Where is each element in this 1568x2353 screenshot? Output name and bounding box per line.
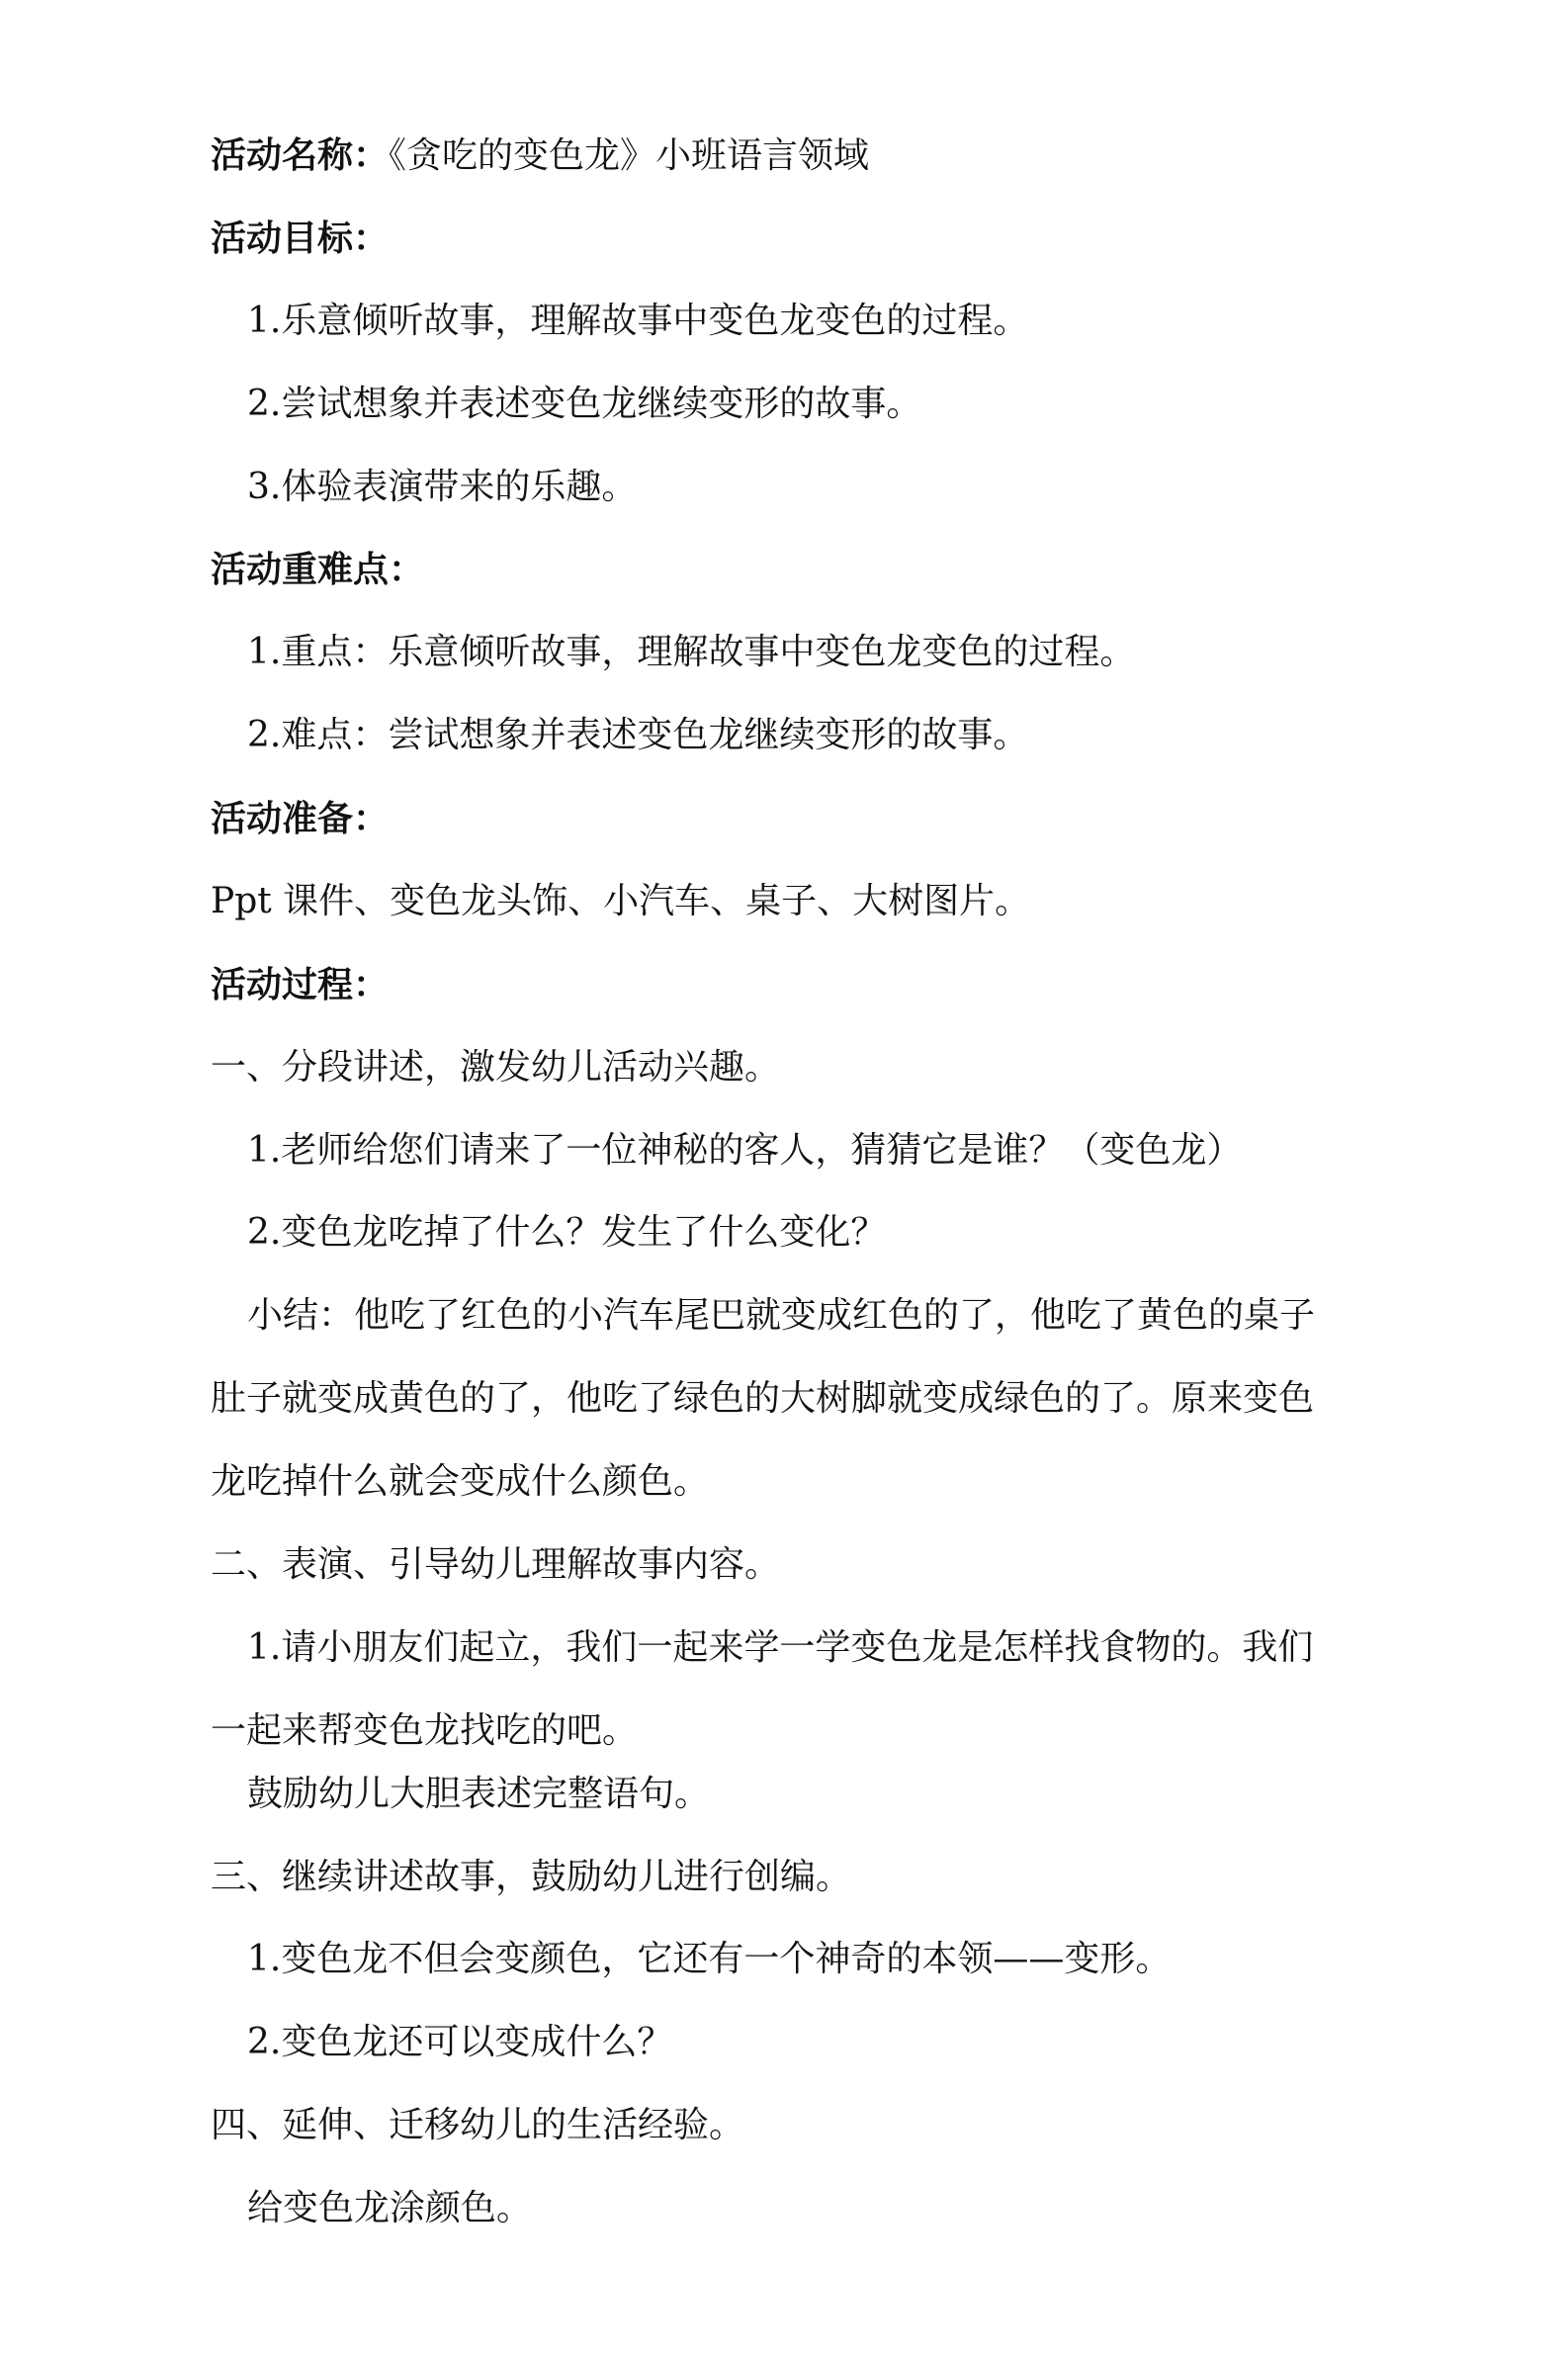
section-2-item: 1.请小朋友们起立，我们一起来学一学变色龙是怎样找食物的。我们 [247,1627,1314,1668]
section-1-summary: 龙吃掉什么就会变成什么颜色。 [211,1461,710,1502]
activity-name-value: 《贪吃的变色龙》小班语言领域 [389,135,870,176]
section-2-note: 鼓励幼儿大胆表述完整语句。 [247,1774,711,1814]
section-3-item: 1.变色龙不但会变颜色，它还有一个神奇的本领——变形。 [247,1939,1172,1979]
section-1-summary: 肚子就变成黄色的了，他吃了绿色的大树脚就变成绿色的了。原来变色 [211,1378,1315,1419]
goal-item: 1.乐意倾听故事，理解故事中变色龙变色的过程。 [247,301,1029,341]
key-points-heading: 活动重难点： [211,549,425,590]
activity-name-line [211,133,869,178]
preparation-heading: 活动准备： [211,798,390,839]
activity-name-label: 活动名称： [211,134,390,176]
section-1-item: 1.老师给您们请来了一位神秘的客人，猜猜它是谁？（变色龙） [247,1130,1243,1171]
preparation-text: Ppt 课件、变色龙头饰、小汽车、桌子、大树图片。 [211,881,1031,921]
goal-item: 2.尝试想象并表述变色龙继续变形的故事。 [247,384,922,424]
section-3-title: 三、继续讲述故事，鼓励幼儿进行创编。 [211,1857,852,1897]
section-1-title: 一、分段讲述，激发幼儿活动兴趣。 [211,1047,781,1088]
key-point-item: 2.难点：尝试想象并表述变色龙继续变形的故事。 [247,715,1029,755]
section-2-item: 一起来帮变色龙找吃的吧。 [211,1710,639,1751]
key-point-item: 1.重点：乐意倾听故事，理解故事中变色龙变色的过程。 [247,632,1136,672]
section-2-title: 二、表演、引导幼儿理解故事内容。 [211,1544,781,1585]
section-4-title: 四、延伸、迁移幼儿的生活经验。 [211,2105,745,2145]
process-heading: 活动过程： [211,964,390,1005]
section-1-item: 2.变色龙吃掉了什么？发生了什么变化？ [247,1212,887,1253]
section-3-item: 2.变色龙还可以变成什么？ [247,2022,673,2062]
goal-item: 3.体验表演带来的乐趣。 [247,467,638,507]
section-4-note: 给变色龙涂颜色。 [247,2188,533,2228]
goals-heading: 活动目标： [211,218,390,259]
section-1-summary: 小结：他吃了红色的小汽车尾巴就变成红色的了，他吃了黄色的桌子 [247,1295,1316,1336]
